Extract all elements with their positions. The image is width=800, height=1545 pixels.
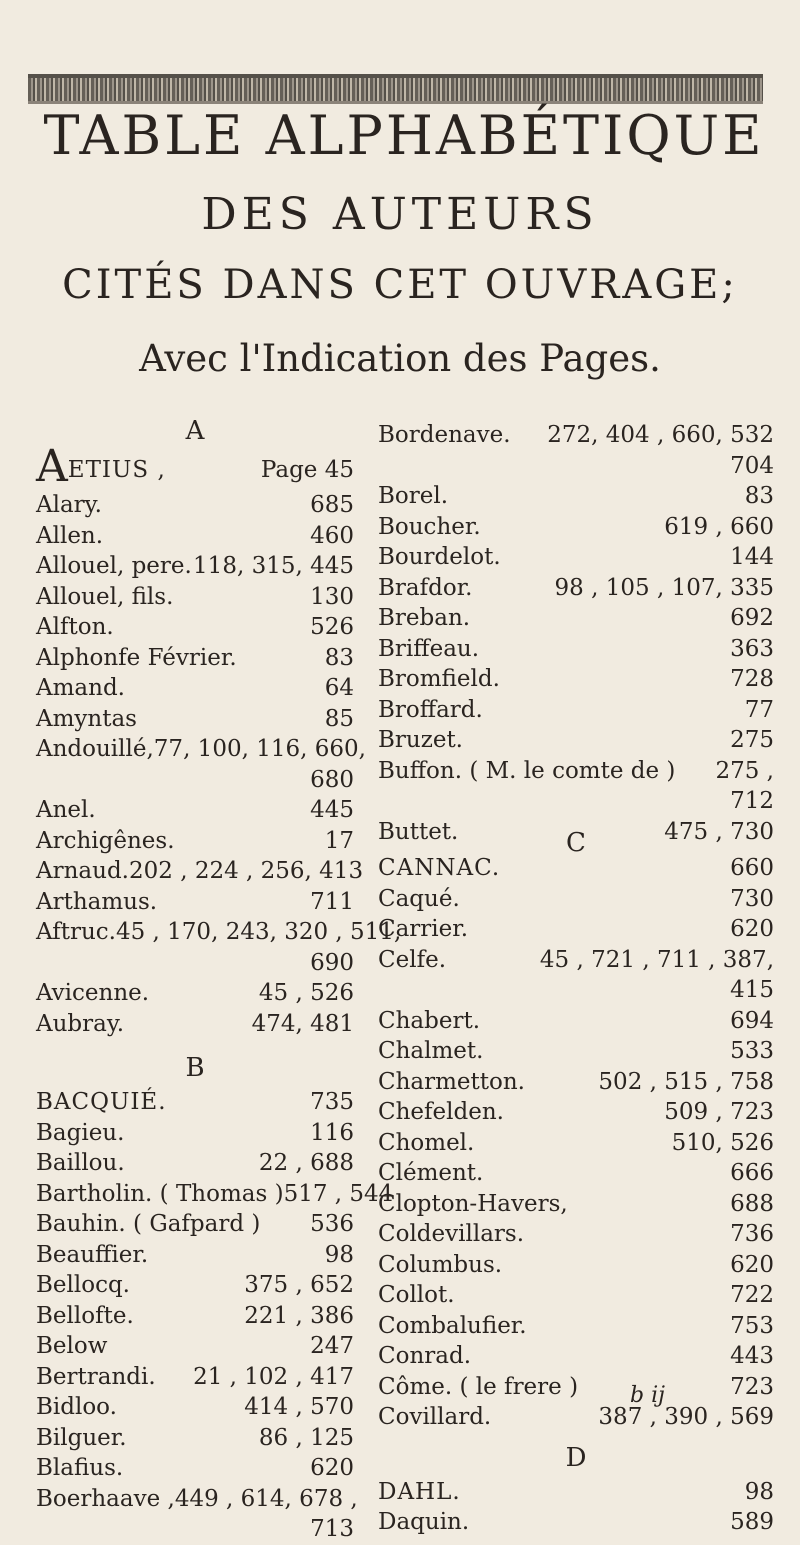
entry-pages: 130: [310, 583, 354, 610]
entry-name: Beauffier.: [36, 1241, 149, 1268]
index-entry: [36, 490, 354, 521]
index-entry: [36, 826, 354, 857]
index-entry: [378, 481, 774, 512]
entry-pages: 272, 404 , 660, 532: [547, 422, 774, 448]
entry-pages: 221 , 386: [244, 1302, 354, 1329]
entry-name: Bartholin. ( Thomas ): [36, 1180, 284, 1207]
index-entry: [378, 1036, 774, 1067]
entry-name: Broffard.: [378, 696, 483, 723]
index-entry: [378, 1477, 774, 1508]
entry-pages: 660: [730, 855, 774, 881]
index-entry: [378, 725, 774, 756]
index-entry: [36, 1118, 354, 1149]
index-entry: [378, 512, 774, 543]
entry-continuation: 690: [310, 949, 354, 976]
entry-pages: 620: [730, 916, 774, 942]
entry-pages: 510, 526: [671, 1129, 774, 1156]
section-letter-a: A: [185, 416, 205, 446]
entry-name: BACQUIÉ.: [36, 1089, 167, 1115]
entry-name: Coldevillars.: [378, 1221, 525, 1247]
index-entry: [378, 1189, 774, 1220]
entry-name: Bourdelot.: [378, 544, 501, 570]
entry-group-a: [36, 490, 366, 765]
entry-name: Blafius.: [36, 1455, 124, 1481]
entry-name: Celfe.: [378, 946, 447, 973]
index-entry: [36, 978, 354, 1009]
index-entry: [36, 1362, 354, 1393]
entry-pages: 116: [310, 1119, 354, 1146]
entry-pages: 711: [310, 888, 354, 915]
entry-pages: 449 , 614, 678 ,: [174, 1485, 358, 1512]
left-column: [36, 412, 402, 1545]
index-entry: [378, 1311, 774, 1342]
entry-pages: 533: [730, 1038, 774, 1064]
entry-name: Boerhaave ,: [36, 1485, 175, 1512]
entry-pages: 723: [730, 1373, 774, 1400]
entry-pages: 736: [730, 1221, 774, 1247]
index-entry: [36, 1331, 354, 1362]
index-entry: [378, 1067, 774, 1098]
entry-pages: 735: [310, 1089, 354, 1115]
index-entry: [36, 1423, 354, 1454]
index-entry: [378, 914, 774, 945]
entry-pages: 730: [730, 885, 774, 912]
entry-name: Briffeau.: [378, 635, 480, 662]
title-line-2: DES AUTEURS: [201, 189, 599, 240]
entry-pages: 21 , 102 , 417: [193, 1363, 354, 1390]
entry-name: Covillard.: [378, 1404, 492, 1430]
title-line-4: Avec l'Indication des Pages.: [139, 337, 661, 380]
entry-group-a2: [36, 795, 402, 948]
entry-pages: 692: [730, 605, 774, 631]
entry-pages: 728: [730, 666, 774, 692]
index-entry: [36, 704, 354, 735]
entry-pages: 620: [730, 1251, 774, 1278]
index-entry: [36, 1179, 394, 1210]
index-entry: [36, 1484, 358, 1515]
entry-pages: 509 , 723: [664, 1099, 774, 1125]
index-entry: [36, 673, 354, 704]
entry-name: Carrier.: [378, 916, 469, 942]
index-entry: [36, 795, 354, 826]
index-entry: [378, 1006, 774, 1037]
section-letter-b: B: [185, 1053, 205, 1083]
entry-pages: 86 , 125: [258, 1424, 354, 1451]
index-entry: [378, 884, 774, 915]
entry-name: Alfton.: [36, 614, 114, 640]
entry-pages: 685: [310, 492, 354, 518]
entry-name: DAHL.: [378, 1478, 461, 1505]
entry-name: Bellofte.: [36, 1302, 134, 1329]
entry-pages: 688: [730, 1190, 774, 1217]
entry-name: Alphonfe Février.: [36, 644, 237, 671]
section-letter-c: C: [566, 828, 586, 858]
entry-name: Caqué.: [378, 885, 460, 912]
index-entry: [378, 634, 774, 665]
entry-name: Chabert.: [378, 1007, 481, 1034]
index-entry: [378, 1158, 774, 1189]
index-entry: [36, 1453, 354, 1484]
entry-pages: 536: [310, 1211, 354, 1237]
entry-pages: 275 ,: [715, 757, 774, 784]
entry-name: Côme. ( le frere ): [378, 1373, 579, 1400]
entry-name: Clément.: [378, 1160, 484, 1186]
entry-pages: 694: [730, 1007, 774, 1034]
entry-name: Bertrandi.: [36, 1363, 156, 1390]
entry-pages: 474, 481: [251, 1010, 354, 1037]
index-entry: [36, 1148, 354, 1179]
entry-pages: 387 , 390 , 569: [598, 1404, 774, 1430]
entry-pages: 475 , 730: [664, 818, 774, 845]
right-column: [378, 420, 774, 1538]
entry-pages: 375 , 652: [244, 1272, 354, 1298]
entry-name: Daquin.: [378, 1509, 470, 1535]
index-entry: [378, 603, 774, 634]
entry-group-c: [378, 853, 774, 975]
entry-name: Anel.: [36, 797, 96, 823]
index-entry: [36, 1240, 354, 1271]
entry-name: Chefelden.: [378, 1099, 504, 1125]
index-entry: [378, 1341, 774, 1372]
entry-continuation: 712: [730, 788, 774, 814]
entry-group-c2: [378, 1006, 774, 1433]
entry-name: Bilguer.: [36, 1424, 127, 1451]
entry-pages: 118, 315, 445: [193, 553, 354, 579]
entry-pages: 445: [310, 797, 354, 823]
entry-pages: 722: [730, 1282, 774, 1308]
index-entry: [36, 643, 354, 674]
entry-name: Baillou.: [36, 1150, 125, 1176]
index-entry: [378, 573, 774, 604]
index-entry: [378, 664, 774, 695]
entry-name: Buttet.: [378, 818, 459, 845]
entry-pages: 202 , 224 , 256, 413: [128, 858, 364, 884]
index-entry: [378, 1402, 774, 1433]
entry-name: Arthamus.: [36, 888, 158, 915]
entry-group-d: [378, 1477, 774, 1538]
entry-pages: 98: [744, 1478, 774, 1505]
entry-name: Bidloo.: [36, 1394, 117, 1420]
index-entry: [378, 756, 774, 787]
entry-pages: 98 , 105 , 107, 335: [554, 574, 774, 601]
entry-name: Bauhin. ( Gafpard ): [36, 1211, 261, 1237]
entry-pages: 517 , 544: [283, 1180, 394, 1207]
entry-pages: 85: [324, 705, 354, 732]
entry-name: Amand.: [36, 675, 125, 701]
index-entry: [36, 734, 366, 765]
index-entry: [36, 1087, 354, 1118]
entry-name: Allen.: [36, 522, 104, 549]
entry-pages: 247: [310, 1333, 354, 1359]
entry-name: Aftruc.: [36, 919, 116, 945]
entry-name: Boucher.: [378, 513, 481, 540]
index-entry: [36, 887, 354, 918]
entry-name: CANNAC.: [378, 855, 501, 881]
entry-pages: 620: [310, 1455, 354, 1481]
entry-pages: 753: [730, 1312, 774, 1339]
index-entry: [378, 1097, 774, 1128]
index-entry: [36, 917, 402, 948]
title-line-1: TABLE ALPHABÉTIQUE: [43, 104, 765, 167]
index-entry: [36, 1209, 354, 1240]
entry-pages: 275: [730, 727, 774, 753]
index-entry: [36, 521, 354, 552]
entry-name: Bellocq.: [36, 1272, 130, 1298]
section-letter-d: D: [565, 1442, 587, 1473]
entry-name: Amyntas: [36, 705, 137, 732]
entry-name: Bordenave.: [378, 422, 511, 448]
index-entry: [36, 551, 354, 582]
entry-pages: 502 , 515 , 758: [598, 1068, 774, 1095]
index-entry: [378, 420, 774, 451]
entry-pages: 526: [310, 614, 354, 640]
entry-pages: 414 , 570: [244, 1394, 354, 1420]
entry-pages: 45 , 170, 243, 320 , 511,: [115, 919, 402, 945]
entry-continuation: 704: [730, 452, 774, 479]
entry-pages: 144: [730, 544, 774, 570]
entry-continuation: 415: [730, 977, 774, 1003]
entry-pages: 22 , 688: [258, 1150, 354, 1176]
entry-pages: 619 , 660: [664, 513, 774, 540]
entry-name: Chomel.: [378, 1129, 475, 1156]
index-entry: [36, 856, 364, 887]
entry-group-a3: [36, 978, 354, 1039]
entry-pages: 77, 100, 116, 660,: [153, 736, 366, 762]
entry-name: Below: [36, 1333, 108, 1359]
index-entry: [378, 1372, 774, 1403]
entry-pages: 443: [730, 1343, 774, 1369]
entry-name: Brafdor.: [378, 574, 473, 601]
entry-continuation: 680: [310, 766, 354, 793]
entry-name: Avicenne.: [36, 980, 150, 1006]
entry-pages: 83: [744, 483, 774, 509]
index-entry: [36, 1270, 354, 1301]
entry-name: Borel.: [378, 483, 449, 509]
index-entry: [36, 612, 354, 643]
index-entry: [378, 1219, 774, 1250]
entry-name: Aubray.: [36, 1010, 125, 1037]
entry-name: Conrad.: [378, 1343, 471, 1369]
entry-name: Allouel, pere.: [36, 553, 192, 579]
index-entry: [378, 695, 774, 726]
index-entry: [378, 1128, 774, 1159]
entry-pages: 666: [730, 1160, 774, 1186]
entry-pages: Page 45: [260, 457, 354, 483]
entry-group-b-right: [378, 481, 774, 786]
entry-pages: 77: [744, 696, 774, 723]
index-entry: [36, 1301, 354, 1332]
entry-pages: 64: [324, 675, 354, 701]
entry-pages: 83: [324, 644, 354, 671]
index-entry: [378, 1507, 774, 1538]
entry-pages: 17: [324, 827, 354, 854]
entry-name: Alary.: [36, 492, 102, 518]
entry-name: Combalufier.: [378, 1312, 527, 1339]
index-entry: [378, 1280, 774, 1311]
index-entry: [36, 1392, 354, 1423]
entry-name: Chalmet.: [378, 1038, 484, 1064]
title-line-3: CITÉS DANS CET OUVRAGE;: [62, 262, 738, 308]
entry-pages: 45 , 526: [258, 980, 354, 1006]
entry-name: Clopton-Havers,: [378, 1190, 568, 1217]
signature-mark: b ij: [630, 1383, 665, 1408]
index-entry: [378, 1250, 774, 1281]
index-entry: [36, 1009, 354, 1040]
entry-pages: 98: [324, 1241, 354, 1268]
drop-cap: A: [36, 441, 68, 492]
entry-name: Buffon. ( M. le comte de ): [378, 757, 676, 784]
index-entry: [378, 542, 774, 573]
top-ornament-band: [28, 74, 763, 104]
index-entry: [378, 945, 774, 976]
entry-name: Archigênes.: [36, 827, 175, 854]
index-entry: [36, 582, 354, 613]
entry-name: Collot.: [378, 1282, 455, 1308]
entry-name: Bruzet.: [378, 727, 463, 753]
entry-name: Allouel, fils.: [36, 583, 174, 610]
entry-pages: 363: [730, 635, 774, 662]
entry-pages: 460: [310, 522, 354, 549]
entry-name: ETIUS ,: [67, 457, 166, 483]
entry-name: Andouillé,: [36, 736, 154, 762]
entry-name: Bromfield.: [378, 666, 500, 692]
entry-name: Arnaud.: [36, 858, 129, 884]
entry-pages: 589: [730, 1509, 774, 1535]
entry-name: Breban.: [378, 605, 471, 631]
entry-pages: 45 , 721 , 711 , 387,: [539, 946, 774, 973]
index-entry: [36, 441, 354, 492]
entry-name: Columbus.: [378, 1251, 503, 1278]
entry-name: Bagieu.: [36, 1119, 125, 1146]
entry-name: Charmetton.: [378, 1068, 525, 1095]
entry-continuation: 713: [310, 1516, 354, 1542]
entry-group-b: [36, 1087, 394, 1514]
